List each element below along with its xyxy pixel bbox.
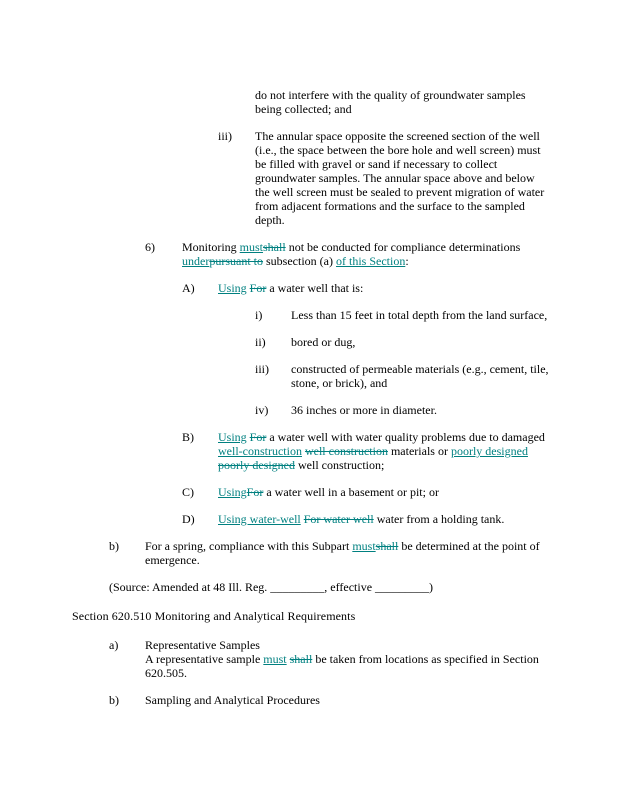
paragraph-text bbox=[145, 638, 551, 680]
text-run: bored or dug, bbox=[291, 335, 356, 349]
inserted-text: Using bbox=[218, 485, 247, 499]
source-note bbox=[109, 580, 618, 594]
inserted-text: must bbox=[352, 539, 376, 553]
inserted-text: Using bbox=[218, 281, 247, 295]
item-C-basement-or-pit bbox=[182, 485, 618, 499]
paragraph-text bbox=[218, 281, 551, 295]
inserted-text: Using water-well bbox=[218, 512, 301, 526]
inserted-text: poorly designed bbox=[450, 444, 528, 458]
deleted-text: pursuant to bbox=[209, 254, 263, 268]
paragraph-text bbox=[218, 485, 551, 499]
text-run: Representative Samples bbox=[145, 638, 260, 652]
deleted-text: shall bbox=[263, 240, 286, 254]
text-run: For a spring, compliance with this Subpart bbox=[145, 539, 353, 553]
paragraph-text bbox=[109, 580, 551, 594]
text-run: a water well that is: bbox=[266, 281, 364, 295]
list-label: iii) bbox=[218, 129, 232, 143]
item-iii-annular-space bbox=[218, 129, 618, 227]
text-run: constructed of permeable materials (e.g., cement, tile, stone, or brick), and bbox=[291, 362, 549, 390]
inserted-text: must bbox=[263, 652, 287, 666]
text-run: A representative sample bbox=[145, 652, 264, 666]
paragraph-text bbox=[291, 403, 551, 417]
text-run: 36 inches or more in diameter. bbox=[291, 403, 437, 417]
text-run: Monitoring bbox=[182, 240, 240, 254]
list-label: ii) bbox=[255, 335, 266, 349]
deleted-text: For water well bbox=[303, 512, 374, 526]
text-run: : bbox=[405, 254, 409, 268]
item-6-monitoring-compliance bbox=[145, 240, 618, 268]
item-i-depth bbox=[255, 308, 618, 322]
inserted-text: well-construction bbox=[218, 444, 302, 458]
item-a-representative-samples bbox=[109, 638, 618, 680]
text-run: a water well with water quality problems due to damaged bbox=[266, 430, 545, 444]
deleted-text: For bbox=[249, 430, 267, 444]
inserted-text: Using bbox=[218, 430, 247, 444]
item-b-spring bbox=[109, 539, 618, 567]
paragraph-text bbox=[182, 240, 551, 268]
deleted-text: shall bbox=[375, 539, 399, 553]
list-label: C) bbox=[182, 485, 194, 499]
list-label: D) bbox=[182, 512, 195, 526]
paragraph-text bbox=[291, 362, 551, 390]
paragraph-text bbox=[145, 693, 551, 707]
text-run: a water well in a basement or pit; or bbox=[263, 485, 439, 499]
deleted-text: well construction bbox=[304, 444, 388, 458]
text-run: subsection (a) bbox=[263, 254, 336, 268]
text-run: materials or bbox=[387, 444, 451, 458]
list-label: iv) bbox=[255, 403, 269, 417]
paragraph-text bbox=[218, 512, 551, 526]
paragraph-text bbox=[255, 129, 551, 227]
list-label: b) bbox=[109, 539, 119, 553]
list-label: B) bbox=[182, 430, 194, 444]
list-label: b) bbox=[109, 693, 119, 707]
list-label: iii) bbox=[255, 362, 269, 376]
item-b-sampling-procedures bbox=[109, 693, 618, 707]
text-run: be taken from locations as specified in Section 620.505. bbox=[145, 652, 539, 680]
paragraph-text bbox=[218, 430, 551, 472]
inserted-text: under bbox=[182, 254, 210, 268]
item-iii-permeable-materials bbox=[255, 362, 618, 390]
list-label: i) bbox=[255, 308, 263, 322]
item-D-holding-tank bbox=[182, 512, 618, 526]
text-run: The annular space opposite the screened section of the well (i.e., the space between the bore hole and well screen) must be filled with gravel or sand if necessary to collect groundwater samples. The annular space above and below the well screen must be sealed to prevent migration of water from adjacent formations and the surface to the sampled depth. bbox=[255, 129, 545, 227]
paragraph-text bbox=[72, 609, 551, 623]
list-label: a) bbox=[109, 638, 119, 652]
text-run: Section 620.510 Monitoring and Analytical Requirements bbox=[72, 609, 356, 623]
paragraph-text bbox=[291, 308, 551, 322]
deleted-text: For bbox=[249, 281, 267, 295]
text-run: Sampling and Analytical Procedures bbox=[145, 693, 320, 707]
inserted-text: of this Section bbox=[335, 254, 406, 268]
inserted-text: must bbox=[239, 240, 264, 254]
text-run: be determined at the point of emergence. bbox=[145, 539, 540, 567]
deleted-text: shall bbox=[289, 652, 313, 666]
item-ii-bored-or-dug bbox=[255, 335, 618, 349]
text-run: (Source: Amended at 48 Ill. Reg. _________, effective _________) bbox=[109, 580, 434, 594]
text-run: do not interfere with the quality of groundwater samples being collected; and bbox=[255, 88, 526, 116]
paragraph-text bbox=[145, 539, 551, 567]
section-heading bbox=[72, 609, 618, 623]
item-iv-diameter bbox=[255, 403, 618, 417]
paragraph-text bbox=[291, 335, 551, 349]
item-B-water-quality-problems bbox=[182, 430, 618, 472]
deleted-text: poorly designed bbox=[218, 458, 295, 472]
item-A-water-well bbox=[182, 281, 618, 295]
paragraph-text bbox=[255, 88, 551, 116]
list-label: 6) bbox=[145, 240, 155, 254]
para-groundwater-quality-continuation bbox=[255, 88, 618, 116]
text-run: water from a holding tank. bbox=[373, 512, 505, 526]
list-label: A) bbox=[182, 281, 195, 295]
deleted-text: For bbox=[246, 485, 264, 499]
text-run: Less than 15 feet in total depth from the land surface, bbox=[291, 308, 548, 322]
text-run: well construction; bbox=[295, 458, 385, 472]
text-run: not be conducted for compliance determinations bbox=[285, 240, 521, 254]
